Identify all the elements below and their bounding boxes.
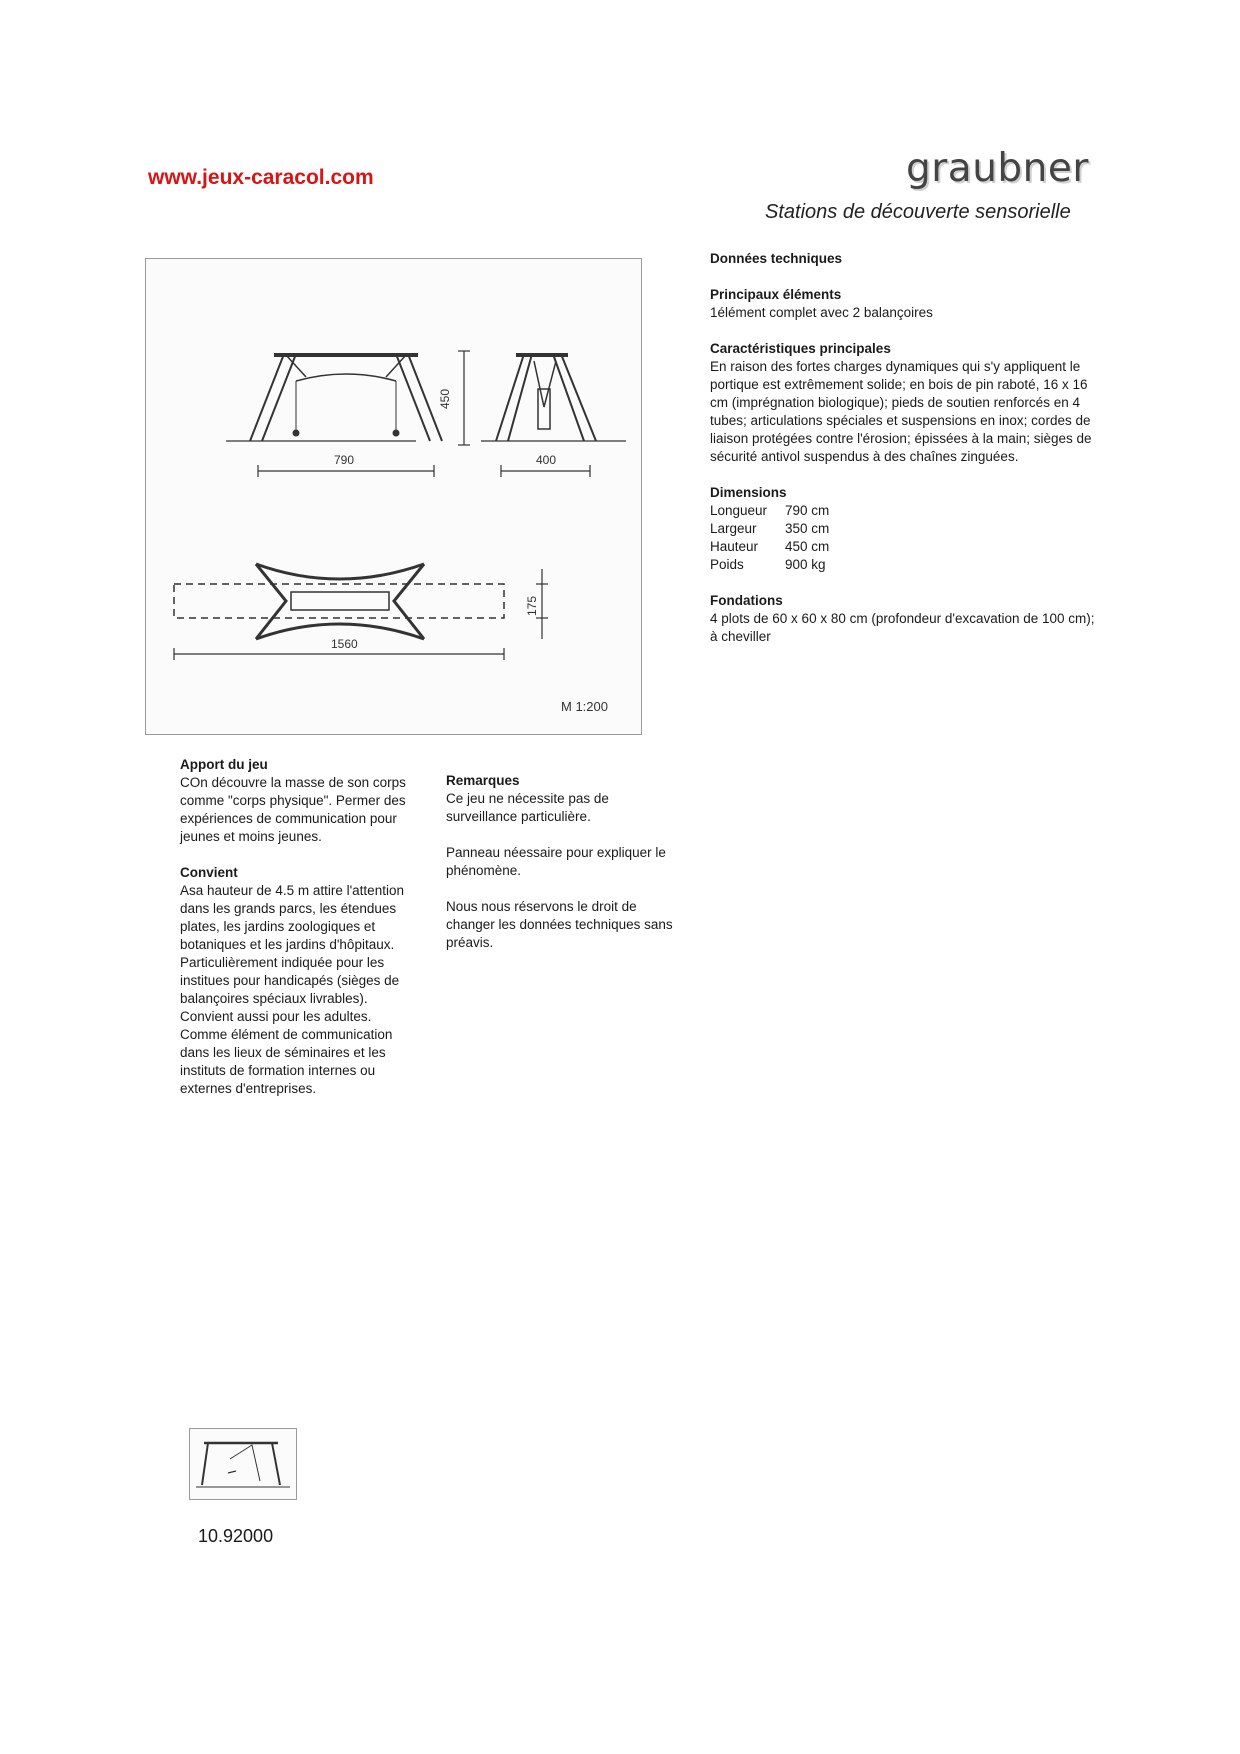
dimension-value: 450 cm xyxy=(785,539,830,554)
remarques-title: Remarques xyxy=(446,773,520,788)
apport-column xyxy=(180,756,420,1116)
apport-title: Apport du jeu xyxy=(180,757,268,772)
convient-title: Convient xyxy=(180,865,238,880)
dimension-label: Largeur xyxy=(710,521,757,536)
site-url-link[interactable]: www.jeux-caracol.com xyxy=(148,166,374,189)
dimension-label: Hauteur xyxy=(710,539,759,554)
dimension-row xyxy=(710,502,1100,520)
dimension-row xyxy=(710,520,1100,538)
features-text: En raison des fortes charges dynamiques qui s'y appliquent le portique est extrêmement solide; en bois de pin raboté, 16 x 16 cm (imprégnation biologique); pieds de soutien renforcés en 4 tubes; articulations spéciales et suspensions en inox; cordes de liaison protégées contre l'érosion; épissées à la main; sièges de sécurité antivol suspendus à des chaînes zinguées. xyxy=(710,359,1092,464)
elements-title: Principaux éléments xyxy=(710,287,842,302)
dimension-label: Poids xyxy=(710,557,744,572)
dimension-label: Longueur xyxy=(710,503,768,518)
convient-text: Asa hauteur de 4.5 m attire l'attention dans les grands parcs, les étendues plates, les jardins zoologiques et botaniques et les jardins d'hôpitaux. Particulièrement indiquée pour les institues pour handicapés (sièges de balançoires spéciaux livrables). Convient aussi pour les adultes. Comme élément de communication dans les lieux de séminaires et les instituts de formation internes ou externes d'entreprises. xyxy=(180,883,404,1096)
technical-drawing xyxy=(145,258,642,735)
dimension-row xyxy=(710,538,1100,556)
tech-heading: Données techniques xyxy=(710,251,843,266)
page-subtitle: Stations de découverte sensorielle xyxy=(765,201,1071,223)
foundations-text: 4 plots de 60 x 60 x 80 cm (profondeur d'excavation de 100 cm); à cheviller xyxy=(710,611,1095,644)
tech-data-column xyxy=(710,250,1100,664)
dimension-value: 350 cm xyxy=(785,521,830,536)
drawing-scale: M 1:200 xyxy=(561,699,608,714)
remarques-paragraph: Nous nous réservons le droit de changer les données techniques sans préavis. xyxy=(446,899,673,950)
dimension-value: 790 cm xyxy=(785,503,830,518)
dimension-row xyxy=(710,556,1100,574)
dimension-value: 900 kg xyxy=(785,557,826,572)
dim-side-width: 400 xyxy=(536,453,557,467)
dim-height: 450 xyxy=(438,388,452,409)
dim-plan-length: 1560 xyxy=(331,637,358,651)
product-thumbnail xyxy=(189,1428,297,1500)
remarques-column xyxy=(446,772,676,970)
remarques-paragraph: Panneau néessaire pour expliquer le phénomène. xyxy=(446,845,666,878)
brand-logo: graubner xyxy=(906,146,1089,191)
elements-text: 1élément complet avec 2 balançoires xyxy=(710,305,933,320)
dim-front-width: 790 xyxy=(334,453,355,467)
product-code: 10.92000 xyxy=(198,1526,274,1546)
apport-text: COn découvre la masse de son corps comme "corps physique". Permer des expériences de communication pour jeunes et moins jeunes. xyxy=(180,775,406,844)
foundations-title: Fondations xyxy=(710,593,783,608)
dimensions-title: Dimensions xyxy=(710,485,787,500)
features-title: Caractéristiques principales xyxy=(710,341,891,356)
dim-plan-width: 175 xyxy=(525,595,539,616)
remarques-paragraph: Ce jeu ne nécessite pas de surveillance particulière. xyxy=(446,791,609,824)
